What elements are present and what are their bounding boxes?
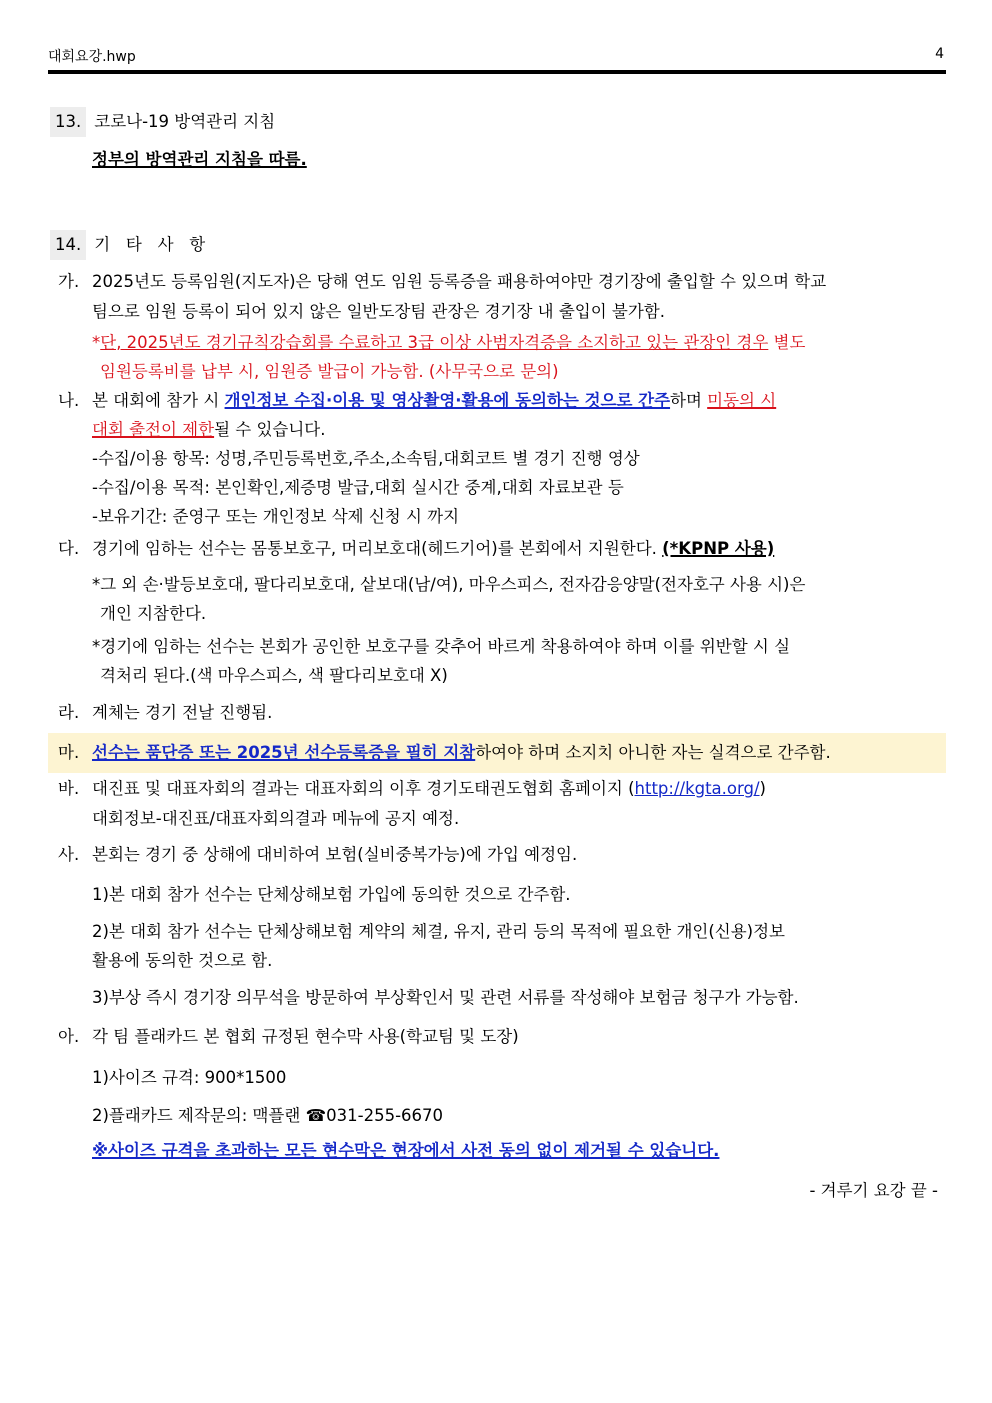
- banner-size-warning: ※사이즈 규격을 초과하는 모든 현수막은 현장에서 사전 동의 없이 제거될 수 있습니다.: [92, 1141, 720, 1160]
- section-13-title: 코로나-19 방역관리 지침: [94, 112, 276, 131]
- item-aa-sub2: 2)플래카드 제작문의: 맥플랜 ☎031-255-6670: [92, 1106, 444, 1125]
- item-na-line2: 대회 출전이 제한될 수 있습니다.: [92, 420, 326, 439]
- item-ma: 마. 선수는 품단증 또는 2025년 선수등록증을 필히 지참하여야 하며 소지치 아니한 자는 실격으로 간주함.: [48, 738, 946, 768]
- item-na-line1: 나. 본 대회에 참가 시 개인정보 수집·이용 및 영상촬영·활용에 동의하는 것으로 간주하며 미동의 시: [48, 386, 946, 416]
- phone-icon: ☎: [305, 1106, 327, 1125]
- item-da-note2-line2: 격처리 된다.(색 마우스피스, 색 팔다리보호대 X): [100, 666, 448, 685]
- section-13-body: 정부의 방역관리 지침을 따름.: [92, 150, 307, 169]
- item-ra-marker: 라.: [58, 703, 80, 722]
- item-na-list-item: -보유기간: 준영구 또는 개인정보 삭제 신청 시 까지: [92, 507, 460, 526]
- item-ga-marker: 가.: [58, 272, 80, 291]
- item-da-note2-line1: *경기에 임하는 선수는 본회가 공인한 보호구를 갖추어 바르게 착용하여야 하며 이를 위반할 시 실: [92, 637, 791, 656]
- page-header: [48, 46, 946, 66]
- item-na-list-item: -수집/이용 목적: 본인확인,제증명 발급,대회 실시간 중계,대회 자료보관 등: [92, 478, 624, 497]
- item-ba-line1: 바. 대진표 및 대표자회의 결과는 대표자회의 이후 경기도태권도협회 홈페이지 (http://kgta.org/): [48, 774, 946, 804]
- item-da-line1: 다. 경기에 임하는 선수는 몸통보호구, 머리보호대(헤드기어)를 본회에서 지원한다. (*KPNP 사용): [48, 534, 946, 564]
- section-14-heading: [48, 230, 946, 260]
- item-na-marker: 나.: [58, 391, 80, 410]
- item-da-marker: 다.: [58, 539, 80, 558]
- document-end-mark: - 겨루기 요강 끝 -: [809, 1181, 938, 1200]
- item-ga-line1: 가. 2025년도 등록임원(지도자)은 당해 연도 임원 등록증을 패용하여야만 경기장에 출입할 수 있으며 학교: [48, 267, 946, 297]
- registration-required-text: 선수는 품단증 또는 2025년 선수등록증을 필히 지참: [92, 743, 476, 762]
- item-sa-sub2-line2: 활용에 동의한 것으로 함.: [92, 951, 273, 970]
- section-13-heading: [48, 107, 946, 137]
- file-name: 대회요강.hwp: [48, 49, 136, 65]
- item-aa: 아. 각 팀 플래카드 본 협회 규정된 현수막 사용(학교팀 및 도장): [48, 1022, 946, 1052]
- item-ga-note-underlined: 단, 2025년도 경기규칙강습회를 수료하고 3급 이상 사범자격증을 소지하고 있는 관장인 경우: [100, 333, 769, 352]
- item-aa-marker: 아.: [58, 1027, 80, 1046]
- item-sa-sub2-line1: 2)본 대회 참가 선수는 단체상해보험 계약의 체결, 유지, 관리 등의 목적에 필요한 개인(신용)정보: [92, 922, 785, 941]
- kgta-homepage-link[interactable]: http://kgta.org/: [634, 779, 760, 798]
- item-aa-sub1: 1)사이즈 규격: 900*1500: [92, 1068, 287, 1087]
- item-da-note1-line2: 개인 지참한다.: [100, 604, 207, 623]
- item-da-note1-line1: *그 외 손·발등보호대, 팔다리보호대, 샅보대(남/여), 마우스피스, 전자감응양말(전자호구 사용 시)은: [92, 575, 806, 594]
- section-14-number: 14.: [50, 230, 86, 260]
- item-ma-marker: 마.: [58, 743, 80, 762]
- item-sa-sub3: 3)부상 즉시 경기장 의무석을 방문하여 부상확인서 및 관련 서류를 작성해야 보험금 청구가 가능함.: [92, 988, 799, 1007]
- section-14-title: 기 타 사 항: [94, 235, 206, 254]
- item-na-list-item: -수집/이용 항목: 성명,주민등록번호,주소,소속팀,대회코트 별 경기 진행 영상: [92, 449, 640, 468]
- header-rule: [48, 70, 946, 74]
- item-ra: 라. 계체는 경기 전날 진행됨.: [48, 698, 946, 728]
- item-sa-sub1: 1)본 대회 참가 선수는 단체상해보험 가입에 동의한 것으로 간주함.: [92, 885, 571, 904]
- item-ba-line2: 대회정보-대진표/대표자회의결과 메뉴에 공지 예정.: [92, 809, 460, 828]
- item-sa: 사. 본회는 경기 중 상해에 대비하여 보험(실비중복가능)에 가입 예정임.: [48, 840, 946, 870]
- consent-highlight: 개인정보 수집·이용 및 영상촬영·활용에 동의하는 것으로 간주: [224, 391, 671, 410]
- item-ga-note-line2: 임원등록비를 납부 시, 임원증 발급이 가능함. (사무국으로 문의): [100, 362, 559, 381]
- item-ga-note-line1: *단, 2025년도 경기규칙강습회를 수료하고 3급 이상 사범자격증을 소지하고 있는 관장인 경우 별도: [92, 333, 806, 352]
- item-ba-marker: 바.: [58, 779, 80, 798]
- item-ga-line2: 팀으로 임원 등록이 되어 있지 않은 일반도장팀 관장은 경기장 내 출입이 불가함.: [92, 302, 665, 321]
- item-sa-marker: 사.: [58, 845, 80, 864]
- page-number: 4: [935, 46, 944, 62]
- phone-number: 031-255-6670: [326, 1106, 444, 1125]
- section-13-number: 13.: [50, 107, 86, 137]
